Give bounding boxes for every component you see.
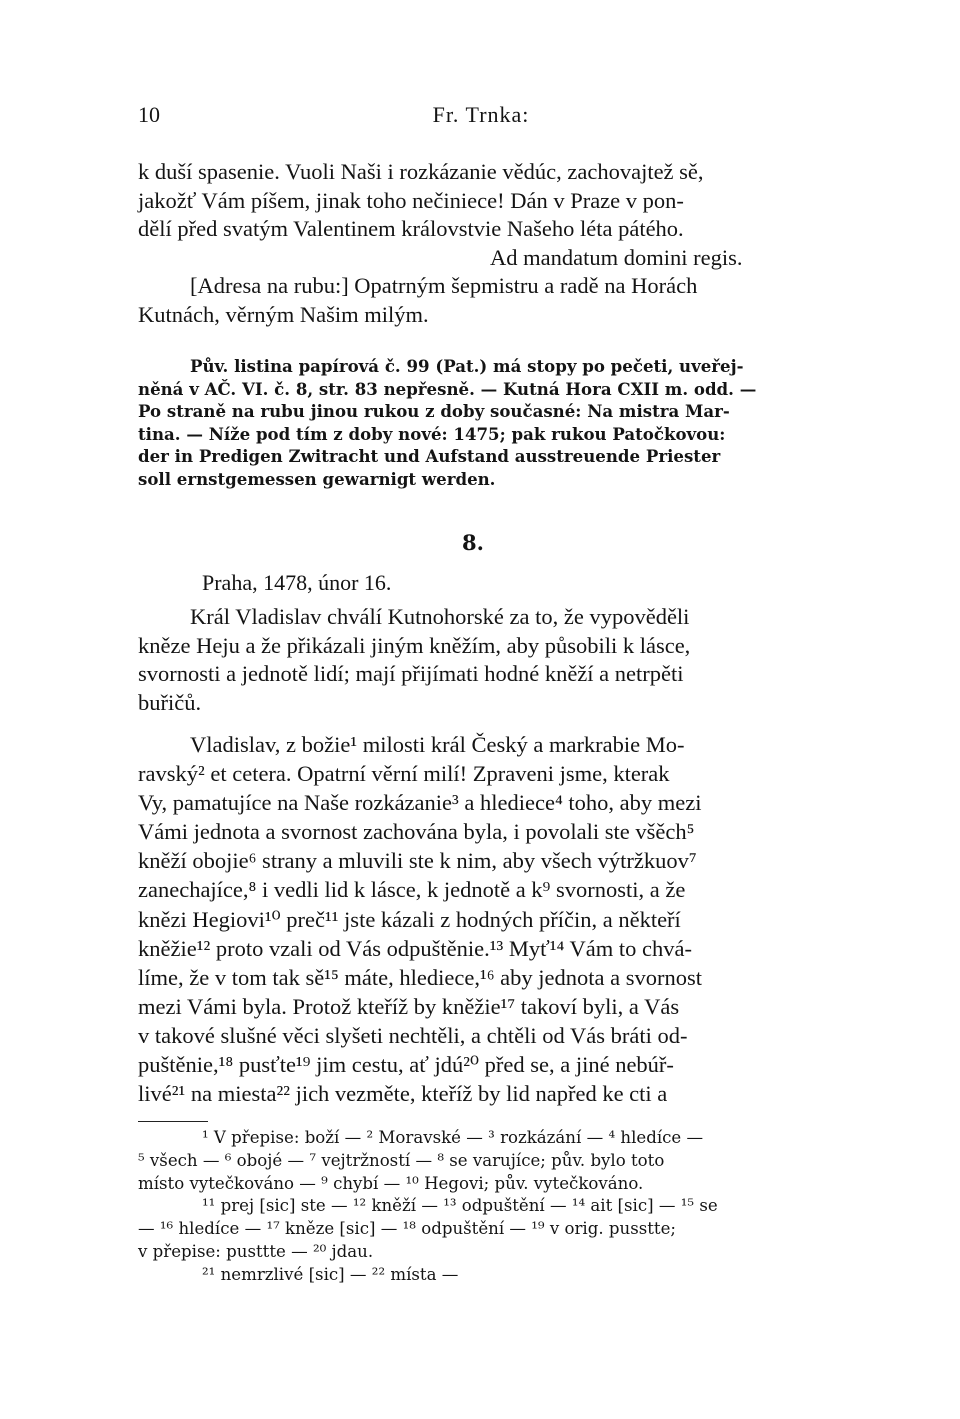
body-line: knězi Hegiovi¹⁰ preč¹¹ jste kázali z hodných příčin, a někteří — [138, 906, 681, 932]
body-line: Vámi jednota a svornost zachována byla, i povolali ste všěch⁵ — [138, 819, 695, 845]
note-line: něná v AČ. VI. č. 8, str. 83 nepřesně. — Kutná Hora CXII m. odd. — — [138, 378, 757, 399]
page-header — [138, 102, 824, 138]
text-line: jakožť Vám píšem, jinak toho nečiniece! Dán v Praze v pon- — [138, 187, 684, 213]
body-line: kněží obojie⁶ strany a mluvili ste k nim, aby všech výtržkuov⁷ — [138, 848, 697, 874]
text-line: Kutnách, věrným Našim milým. — [138, 301, 429, 327]
footnote-line: místo vytečkováno — ⁹ chybí — ¹⁰ Hegovi; pův. vytečkováno. — [138, 1173, 644, 1193]
body-line: Vy, pamatujíce na Naše rozkázanie³ a hlediece⁴ toho, aby mezi — [138, 790, 702, 816]
place-date: Praha, 1478, únor 16. — [202, 570, 392, 595]
footnotes — [138, 1127, 820, 1287]
footnote-line: ²¹ nemrzlivé [sic] — ²² místa — — [202, 1264, 459, 1284]
body-line: v takové slušné věci slyšeti nechtěli, a chtěli od Vás bráti od- — [138, 1022, 688, 1048]
page-number: 10 — [138, 102, 160, 127]
address-line: [Adresa na rubu:] Opatrným šepmistru a radě na Horách — [190, 273, 698, 298]
footnote-line: v přepise: pusttte — ²⁰ jdau. — [138, 1241, 374, 1261]
body-line: ravský² et cetera. Opatrní věrní milí! Zpraveni jsme, kterak — [138, 761, 670, 787]
body-line: puštěnie,¹⁸ pusťte¹⁹ jim cestu, ať jdú²⁰ před se, a jiné nebúř- — [138, 1052, 674, 1078]
body-line: kněžie¹² proto vzali od Vás odpuštěnie.¹³ Myť¹⁴ Vám to chvá- — [138, 935, 692, 961]
summary-line: kněze Heju a že přikázali jiným kněžím, aby působili k lásce, — [138, 632, 691, 658]
letter-body — [138, 730, 820, 1108]
note-line: soll ernstgemessen gewarnigt werden. — [138, 468, 496, 489]
body-line: Vladislav, z božie¹ milosti král Český a markrabie Mo- — [190, 732, 685, 757]
archival-note — [138, 355, 820, 491]
text-line: k duší spasenie. Vuoli Naši i rozkázanie vědúc, zachovajtež sě, — [138, 159, 704, 184]
note-line: Pův. listina papírová č. 99 (Pat.) má stopy po pečeti, uveřej- — [190, 356, 744, 376]
footnote-line: ¹ V přepise: boží — ² Moravské — ³ rozkázání — ⁴ hledíce — — [202, 1128, 704, 1147]
summary-line: svornosti a jednotě lidí; mají přijímati hodné kněží a netrpěti — [138, 661, 684, 686]
text-line: dělí před svatým Valentinem královstvie Našeho léta pátého. — [138, 216, 684, 241]
letter-ending — [138, 158, 820, 329]
footnote-line: ¹¹ prej [sic] ste — ¹² kněží — ¹³ odpuštění — ¹⁴ ait [sic] — ¹⁵ se — [202, 1196, 718, 1216]
body-line: mezi Vámi byla. Protož kteříž by kněžie¹⁷ takoví byli, a Vás — [138, 993, 680, 1019]
footnote-line: ⁵ všech — ⁶ obojé — ⁷ vejtržností — ⁸ se varujíce; pův. bylo toto — [138, 1150, 665, 1170]
note-line: der in Predigen Zwitracht und Aufstand ausstreuende Priester — [138, 446, 721, 467]
note-line: Po straně na rubu jinou rukou z doby současné: Na mistra Mar- — [138, 401, 730, 422]
running-head: Fr. Trnka: — [432, 102, 530, 127]
body-line: livé²¹ na miesta²² jich vezměte, kteříž by lid napřed ke cti a — [138, 1081, 668, 1107]
note-line: tina. — Níže pod tím z doby nové: 1475; pak rukou Patočkovou: — [138, 423, 726, 444]
body-line: zanechajíce,⁸ i vedli lid k lásce, k jednotě a k⁹ svornosti, a že — [138, 877, 686, 903]
footnote-divider — [138, 1121, 208, 1122]
document-number: 8. — [462, 530, 484, 555]
footnote-line: — ¹⁶ hledíce — ¹⁷ kněze [sic] — ¹⁸ odpuštění — ¹⁹ v orig. pusstte; — [138, 1219, 676, 1239]
summary-line: Král Vladislav chválí Kutnohorské za to, že vypověděli — [190, 604, 690, 629]
document-summary — [138, 603, 820, 717]
summary-line: buřičů. — [138, 689, 202, 715]
body-line: líme, že v tom tak sě¹⁵ máte, hlediece,¹⁶ aby jednota a svornost — [138, 964, 703, 990]
mandatum-line: Ad mandatum domini regis. — [490, 244, 743, 270]
